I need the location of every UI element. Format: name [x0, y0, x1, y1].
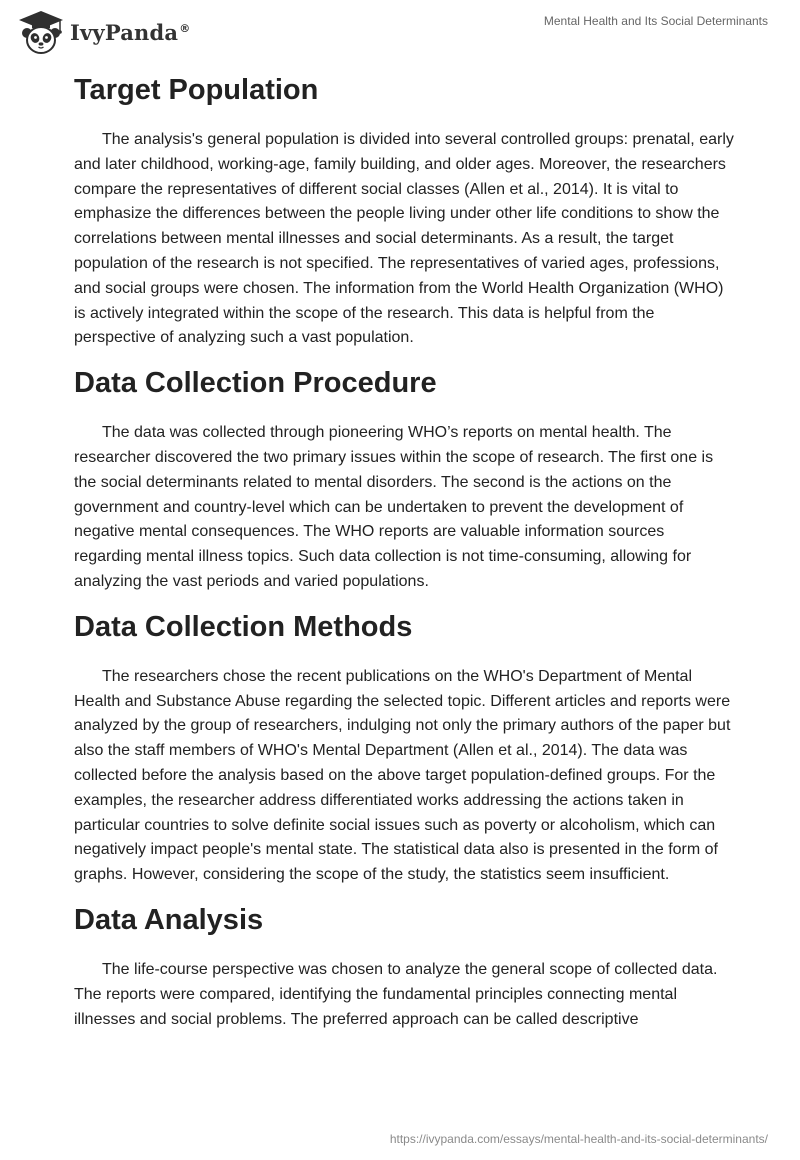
section-paragraph: The researchers chose the recent publications on the WHO's Department of Mental Health and Substance Abuse regarding the selected topic. Different articles and reports were analyzed by the group of researchers, indulging not only the primary authors of the paper but also the staff members of WHO's Mental Department (Allen et al., 2014). The data was collected before the analysis based on the above target population-defined groups. For the examples, the researcher address differentiated works addressing the actions taken in particular countries to solve definite social issues such as poverty or alcoholism, which can negatively impact people's mental state. The statistical data also is presented in the form of graphs. However, considering the scope of the study, the statistics seem insufficient.	[74, 667, 731, 884]
registered-mark: ®	[179, 21, 191, 35]
section-data-analysis	[74, 900, 734, 1032]
page-header	[0, 0, 800, 60]
section-paragraph: The data was collected through pioneering WHO’s reports on mental health. The researcher discovered the two primary issues within the scope of research. The first one is the social determinants related to mental disorders. The second is the actions on the government and country-level which can be undertaken to prevent the development of negative mental consequences. The WHO reports are valuable information sources regarding mental illness topics. Such data collection is not time-consuming, allowing for analyzing the vast periods and varied populations.	[74, 424, 714, 590]
section-heading: Data Analysis	[74, 903, 264, 936]
section-heading: Data Collection Methods	[74, 610, 413, 643]
section-data-collection-procedure	[74, 363, 734, 595]
source-url[interactable]: https://ivypanda.com/essays/mental-health-and-its-social-determinants/	[389, 1132, 768, 1146]
section-paragraph: The life-course perspective was chosen to analyze the general scope of collected data. The reports were compared, identifying the fundamental principles connecting mental illnesses and social problems. The preferred approach can be called descriptive	[74, 960, 718, 1028]
running-title: Mental Health and Its Social Determinants	[543, 14, 768, 28]
section-data-collection-methods	[74, 607, 734, 888]
logo-wordmark: IvyPanda®	[70, 19, 191, 45]
panda-graduation-cap-icon	[16, 9, 66, 55]
site-logo[interactable]	[16, 8, 190, 56]
section-heading: Target Population	[74, 74, 319, 106]
essay-content	[74, 70, 734, 1044]
section-paragraph: The analysis's general population is divided into several controlled groups: prenatal, early and later childhood, working-age, family building, and older ages. Moreover, the researchers compare the representatives of different social classes (Allen et al., 2014). It is vital to emphasize the differences between the people living under other life conditions to show the correlations between mental illnesses and social determinants. As a result, the target population of the research is not specified. The representatives of varied ages, professions, and social groups were chosen. The information from the World Health Organization (WHO) is actively integrated within the scope of the research. This data is helpful from the perspective of analyzing such a vast population.	[74, 131, 734, 347]
section-target-population	[74, 70, 734, 351]
section-heading: Data Collection Procedure	[74, 367, 437, 400]
